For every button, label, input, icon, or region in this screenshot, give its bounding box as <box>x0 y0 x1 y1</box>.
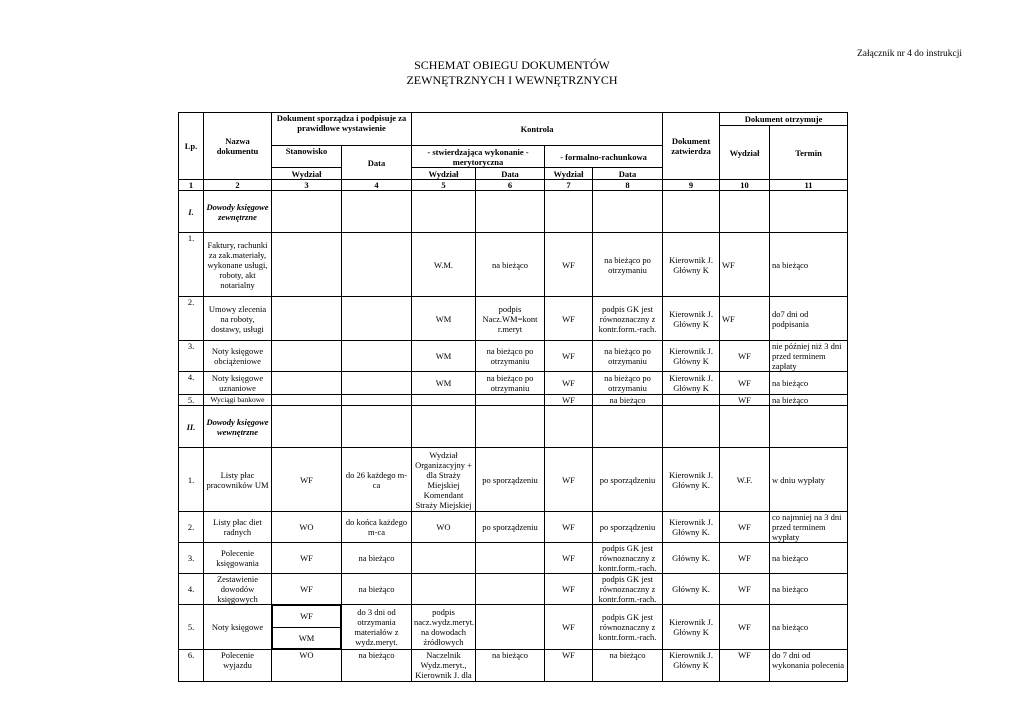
empty-cell <box>476 406 545 448</box>
document-flow-table <box>178 112 848 682</box>
formalno-data-cell: podpis GK jest równoznaczny z kontr.form.-rach. <box>593 297 663 341</box>
header-otrzymuje-wydzial: Wydział <box>720 126 770 180</box>
column-number: 8 <box>593 180 663 191</box>
document-name-cell: Zestawienie dowodów księgowych <box>204 574 272 605</box>
zatwierdza-cell: Kierownik J. Główny K <box>663 650 720 682</box>
lp-cell: 4. <box>179 372 204 395</box>
zatwierdza-cell: Kierownik J. Główny K. <box>663 512 720 543</box>
stanowisko-cell: WF <box>272 448 342 512</box>
data-cell: na bieżąco <box>342 574 412 605</box>
document-name-cell: Listy płac pracowników UM <box>204 448 272 512</box>
empty-cell <box>272 191 342 233</box>
formalno-data-cell: na bieżąco po otrzymaniu <box>593 341 663 372</box>
column-number: 7 <box>545 180 593 191</box>
data-cell <box>342 341 412 372</box>
stanowisko-cell: WF <box>272 543 342 574</box>
empty-cell <box>545 191 593 233</box>
formalno-data-cell: podpis GK jest równoznaczny z kontr.form.-rach. <box>593 574 663 605</box>
table-row <box>179 650 848 682</box>
lp-cell: 6. <box>179 650 204 682</box>
header-stwierdzajaca: - stwierdzająca wykonanie - merytoryczna <box>412 146 545 168</box>
header-otrzymuje: Dokument otrzymuje <box>720 113 848 126</box>
formalno-wydzial-cell: WF <box>545 512 593 543</box>
header-zatwierdza: Dokument zatwierdza <box>663 113 720 180</box>
column-number: 6 <box>476 180 545 191</box>
table-row <box>179 543 848 574</box>
kontrola-wydzial-cell: WM <box>412 372 476 395</box>
termin-cell: na bieżąco <box>770 574 848 605</box>
formalno-wydzial-cell: WF <box>545 650 593 682</box>
document-title <box>0 58 1024 88</box>
formalno-wydzial-cell: WF <box>545 395 593 406</box>
formalno-wydzial-cell: WF <box>545 543 593 574</box>
data-cell <box>342 395 412 406</box>
column-number: 4 <box>342 180 412 191</box>
kontrola-data-cell <box>476 395 545 406</box>
stanowisko-cell <box>272 297 342 341</box>
otrzymuje-wydzial-cell: WF <box>720 512 770 543</box>
kontrola-wydzial-cell <box>412 543 476 574</box>
formalno-data-cell: na bieżąco po otrzymaniu <box>593 372 663 395</box>
zatwierdza-cell: Kierownik J. Główny K <box>663 341 720 372</box>
formalno-wydzial-cell: WF <box>545 233 593 297</box>
lp-cell: 5. <box>179 605 204 650</box>
otrzymuje-wydzial-cell: WF <box>720 233 770 297</box>
header-fw-wydzial: Wydział <box>545 168 593 180</box>
data-cell <box>342 233 412 297</box>
stanowisko-cell <box>272 341 342 372</box>
otrzymuje-wydzial-cell: WF <box>720 605 770 650</box>
formalno-data-cell: podpis GK jest równoznaczny z kontr.form.-rach. <box>593 605 663 650</box>
section-number: II. <box>179 406 204 448</box>
stanowisko-cell <box>272 372 342 395</box>
table-row <box>179 574 848 605</box>
termin-cell: na bieżąco <box>770 605 848 650</box>
stanowisko-cell <box>272 605 342 650</box>
zatwierdza-cell: Kierownik J. Główny K <box>663 372 720 395</box>
document-name-cell: Listy płac diet radnych <box>204 512 272 543</box>
zatwierdza-cell: Kierownik J. Główny K <box>663 605 720 650</box>
stanowisko-split <box>272 605 341 649</box>
column-number: 10 <box>720 180 770 191</box>
header-data: Data <box>342 146 412 180</box>
data-cell: do 3 dni od otrzymania materiałów z wydz.meryt. <box>342 605 412 650</box>
column-number: 2 <box>204 180 272 191</box>
column-number: 5 <box>412 180 476 191</box>
document-name-cell: Noty księgowe uznaniowe <box>204 372 272 395</box>
kontrola-wydzial-cell <box>412 395 476 406</box>
section-row <box>179 406 848 448</box>
empty-cell <box>770 191 848 233</box>
kontrola-data-cell: na bieżąco po otrzymaniu <box>476 372 545 395</box>
empty-cell <box>720 191 770 233</box>
kontrola-data-cell <box>476 574 545 605</box>
formalno-data-cell: po sporządzeniu <box>593 512 663 543</box>
empty-cell <box>272 406 342 448</box>
formalno-data-cell: na bieżąco <box>593 650 663 682</box>
formalno-wydzial-cell: WF <box>545 605 593 650</box>
kontrola-wydzial-cell: podpis nacz.wydz.meryt. na dowodach źródłowych <box>412 605 476 650</box>
otrzymuje-wydzial-cell: WF <box>720 372 770 395</box>
column-number: 3 <box>272 180 342 191</box>
otrzymuje-wydzial-cell: WF <box>720 543 770 574</box>
empty-cell <box>720 406 770 448</box>
document-name-cell: Noty księgowe <box>204 605 272 650</box>
termin-cell: na bieżąco <box>770 233 848 297</box>
table-row <box>179 395 848 406</box>
kontrola-data-cell: na bieżąco po otrzymaniu <box>476 341 545 372</box>
column-numbers-row <box>179 180 848 191</box>
header-kw-wydzial: Wydział <box>412 168 476 180</box>
stanowisko-value: WM <box>273 627 341 649</box>
zatwierdza-cell <box>663 395 720 406</box>
otrzymuje-wydzial-cell: WF <box>720 297 770 341</box>
table-row <box>179 233 848 297</box>
data-cell <box>342 297 412 341</box>
table-row <box>179 512 848 543</box>
stanowisko-cell <box>272 233 342 297</box>
formalno-data-cell: na bieżąco po otrzymaniu <box>593 233 663 297</box>
zatwierdza-cell: Główny K. <box>663 543 720 574</box>
formalno-data-cell: po sporządzeniu <box>593 448 663 512</box>
data-cell: do końca każdego m-ca <box>342 512 412 543</box>
kontrola-data-cell: na bieżąco <box>476 233 545 297</box>
header-lp: Lp. <box>179 113 204 180</box>
empty-cell <box>342 406 412 448</box>
empty-cell <box>593 191 663 233</box>
zatwierdza-cell: Kierownik J. Główny K <box>663 233 720 297</box>
kontrola-data-cell <box>476 605 545 650</box>
section-row <box>179 191 848 233</box>
zatwierdza-cell: Kierownik J. Główny K <box>663 297 720 341</box>
kontrola-wydzial-cell: WM <box>412 341 476 372</box>
otrzymuje-wydzial-cell: W.F. <box>720 448 770 512</box>
stanowisko-cell: WF <box>272 574 342 605</box>
termin-cell: nie później niż 3 dni przed terminem zapłaty <box>770 341 848 372</box>
data-cell <box>342 372 412 395</box>
kontrola-wydzial-cell: W.M. <box>412 233 476 297</box>
header-fw-data: Data <box>593 168 663 180</box>
document-name-cell: Faktury, rachunki za zak.materiały, wykonane usługi, roboty, akt notarialny <box>204 233 272 297</box>
termin-cell: co najmniej na 3 dni przed terminem wypłaty <box>770 512 848 543</box>
formalno-wydzial-cell: WF <box>545 372 593 395</box>
empty-cell <box>342 191 412 233</box>
zatwierdza-cell: Główny K. <box>663 574 720 605</box>
lp-cell: 2. <box>179 512 204 543</box>
lp-cell: 3. <box>179 543 204 574</box>
header-termin: Termin <box>770 126 848 180</box>
lp-cell: 5. <box>179 395 204 406</box>
formalno-wydzial-cell: WF <box>545 448 593 512</box>
kontrola-data-cell: po sporządzeniu <box>476 448 545 512</box>
data-cell: do 26 każdego m-ca <box>342 448 412 512</box>
formalno-data-cell: podpis GK jest równoznaczny z kontr.form.-rach. <box>593 543 663 574</box>
table-row <box>179 372 848 395</box>
termin-cell: na bieżąco <box>770 395 848 406</box>
otrzymuje-wydzial-cell: WF <box>720 395 770 406</box>
section-title: Dowody księgowe zewnętrzne <box>204 191 272 233</box>
data-cell: na bieżąco <box>342 650 412 682</box>
header-sporzadza: Dokument sporządza i podpisuje za prawidłowe wystawienie <box>272 113 412 146</box>
termin-cell: do 7 dni od wykonania polecenia <box>770 650 848 682</box>
document-name-cell: Noty księgowe obciążeniowe <box>204 341 272 372</box>
data-cell: na bieżąco <box>342 543 412 574</box>
kontrola-wydzial-cell: WM <box>412 297 476 341</box>
zatwierdza-cell: Kierownik J. Główny K. <box>663 448 720 512</box>
otrzymuje-wydzial-cell: WF <box>720 574 770 605</box>
empty-cell <box>593 406 663 448</box>
empty-cell <box>770 406 848 448</box>
section-number: I. <box>179 191 204 233</box>
empty-cell <box>476 191 545 233</box>
stanowisko-cell <box>272 395 342 406</box>
section-title: Dowody księgowe wewnętrzne <box>204 406 272 448</box>
column-number: 9 <box>663 180 720 191</box>
stanowisko-value: WF <box>273 606 341 628</box>
termin-cell: na bieżąco <box>770 372 848 395</box>
column-number: 11 <box>770 180 848 191</box>
termin-cell: na bieżąco <box>770 543 848 574</box>
document-name-cell: Umowy zlecenia na roboty, dostawy, usługi <box>204 297 272 341</box>
formalno-wydzial-cell: WF <box>545 297 593 341</box>
header-kw-data: Data <box>476 168 545 180</box>
document-name-cell: Polecenie księgowania <box>204 543 272 574</box>
document-name-cell: Polecenie wyjazdu <box>204 650 272 682</box>
kontrola-data-cell: podpis Nacz.WM=kont r.meryt <box>476 297 545 341</box>
formalno-wydzial-cell: WF <box>545 341 593 372</box>
kontrola-wydzial-cell: WO <box>412 512 476 543</box>
kontrola-data-cell <box>476 543 545 574</box>
formalno-wydzial-cell: WF <box>545 574 593 605</box>
lp-cell: 1. <box>179 233 204 297</box>
kontrola-data-cell: po sporządzeniu <box>476 512 545 543</box>
otrzymuje-wydzial-cell: WF <box>720 650 770 682</box>
title-line-2: ZEWNĘTRZNYCH I WEWNĘTRZNYCH <box>406 73 618 87</box>
kontrola-wydzial-cell: Naczelnik Wydz.meryt., Kierownik J. dla <box>412 650 476 682</box>
lp-cell: 1. <box>179 448 204 512</box>
empty-cell <box>663 406 720 448</box>
lp-cell: 3. <box>179 341 204 372</box>
empty-cell <box>663 191 720 233</box>
title-line-1: SCHEMAT OBIEGU DOKUMENTÓW <box>414 58 610 72</box>
lp-cell: 2. <box>179 297 204 341</box>
kontrola-wydzial-cell: Wydział Organizacyjny + dla Straży Miejskiej Komendant Straży Miejskiej <box>412 448 476 512</box>
header-stanowisko: Stanowisko <box>272 146 342 168</box>
empty-cell <box>412 191 476 233</box>
table-row <box>179 605 848 650</box>
empty-cell <box>412 406 476 448</box>
termin-cell: w dniu wypłaty <box>770 448 848 512</box>
header-nazwa: Nazwa dokumentu <box>204 113 272 180</box>
header-kontrola: Kontrola <box>412 113 663 146</box>
otrzymuje-wydzial-cell: WF <box>720 341 770 372</box>
kontrola-data-cell: na bieżąco <box>476 650 545 682</box>
table-row <box>179 341 848 372</box>
termin-cell: do7 dni od podpisania <box>770 297 848 341</box>
stanowisko-cell: WO <box>272 512 342 543</box>
document-name-cell: Wyciągi bankowe <box>204 395 272 406</box>
table-row <box>179 297 848 341</box>
header-stanowisko-wydzial: Wydział <box>272 168 342 180</box>
table-row <box>179 448 848 512</box>
stanowisko-cell: WO <box>272 650 342 682</box>
column-number: 1 <box>179 180 204 191</box>
kontrola-wydzial-cell <box>412 574 476 605</box>
formalno-data-cell: na bieżąco <box>593 395 663 406</box>
lp-cell: 4. <box>179 574 204 605</box>
empty-cell <box>545 406 593 448</box>
header-formalno: - formalno-rachunkowa <box>545 146 663 168</box>
attachment-note: Załącznik nr 4 do instrukcji <box>857 49 962 59</box>
